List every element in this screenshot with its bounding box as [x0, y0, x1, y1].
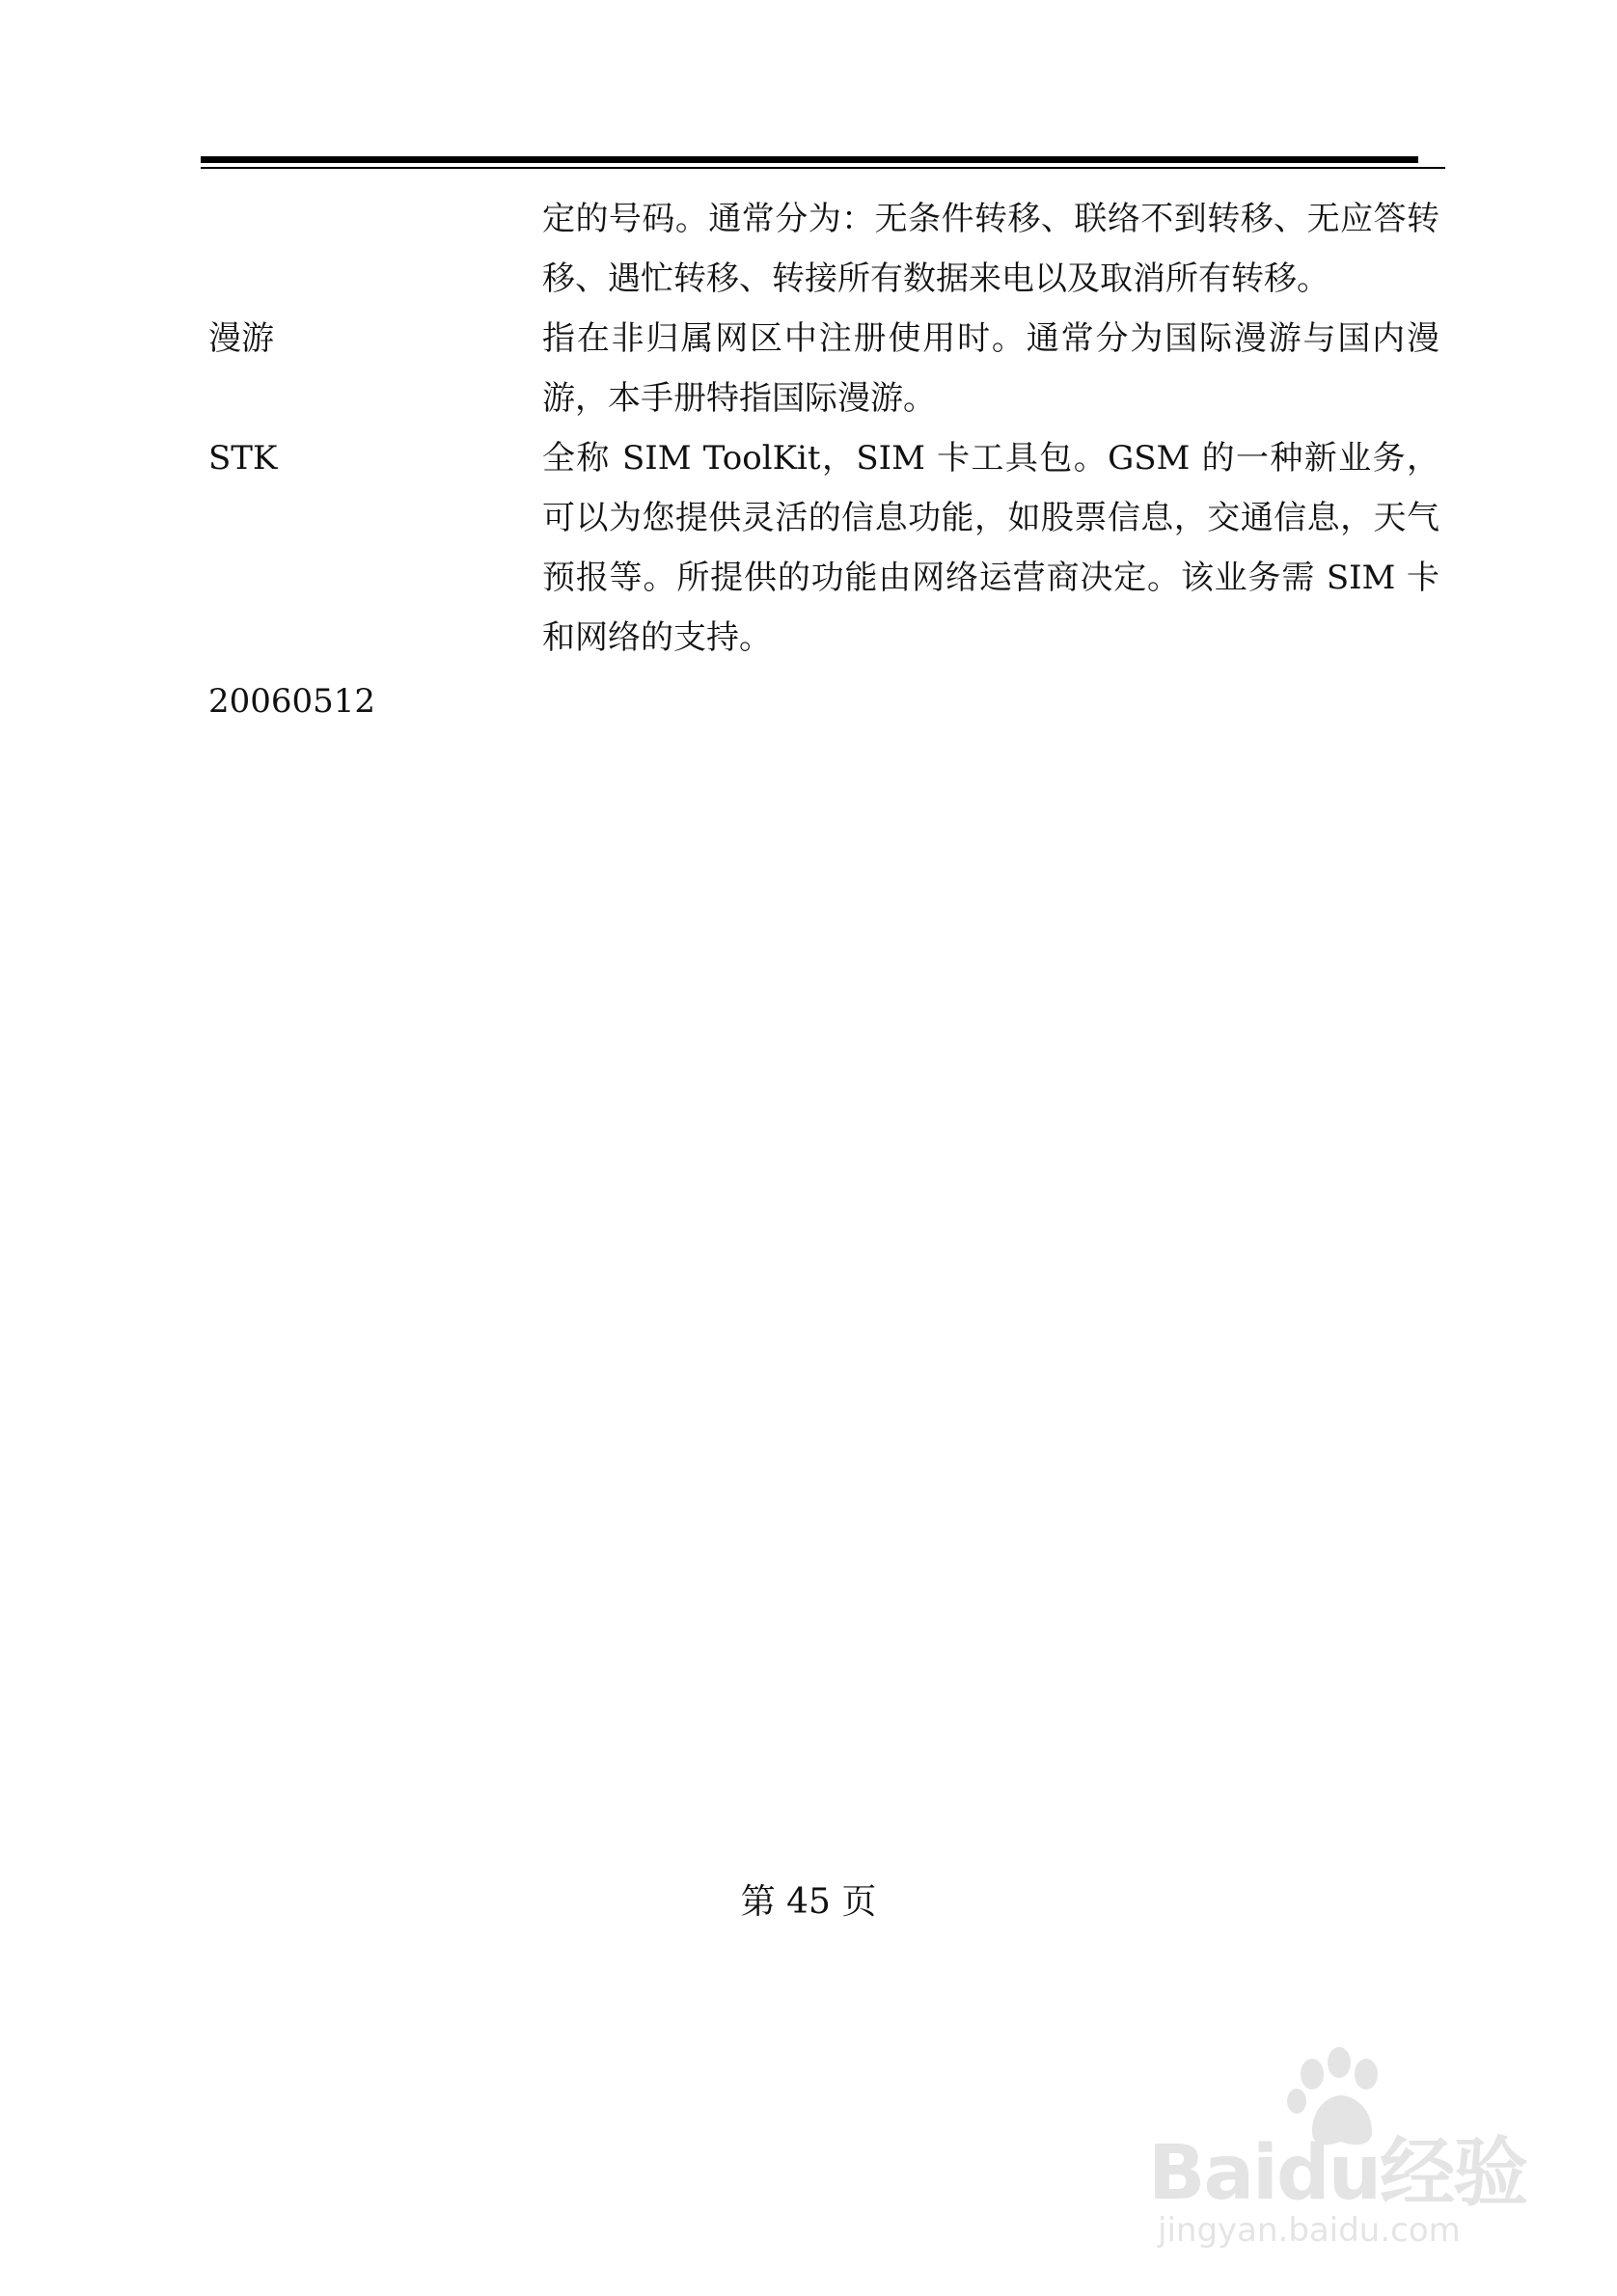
header-rule-thick [201, 156, 1418, 163]
watermark [1138, 2045, 1544, 2267]
glossary-definition: 指在非归属网区中注册使用时。通常分为国际漫游与国内漫游，本手册特指国际漫游。 [542, 319, 1439, 418]
header-rule-thin [201, 167, 1445, 169]
glossary-term: STK [208, 439, 278, 478]
watermark-url: jingyan.baidu.com [1158, 2211, 1461, 2250]
date-stamp: 20060512 [208, 682, 376, 721]
watermark-brand: Baidu经验 [1148, 2130, 1527, 2217]
page-number: 第 45 页 [740, 1882, 877, 1922]
glossary-definition: 全称 SIM ToolKit，SIM 卡工具包。GSM 的一种新业务，可以为您提供灵活的信息功能，如股票信息，交通信息，天气预报等。所提供的功能由网络运营商决定。该业务需 SIM 卡和网络的支持。 [542, 439, 1439, 657]
glossary-term: 漫游 [208, 319, 274, 358]
glossary-definition: 定的号码。通常分为：无条件转移、联络不到转移、无应答转移、遇忙转移、转接所有数据来电以及取消所有转移。 [542, 200, 1439, 298]
